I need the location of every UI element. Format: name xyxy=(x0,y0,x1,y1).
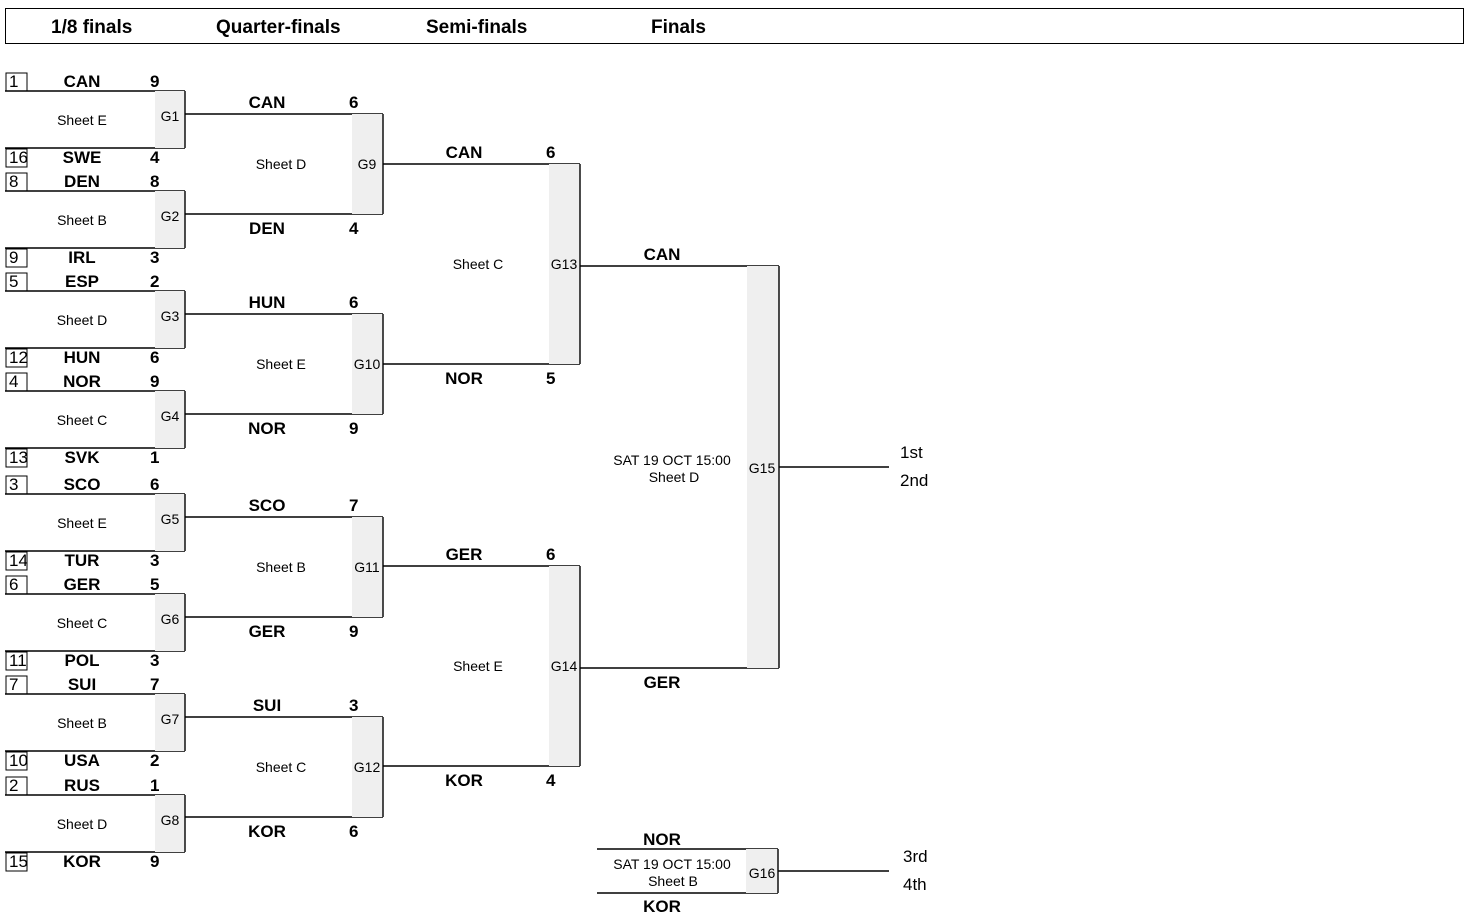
qf-sheet-G12: Sheet C xyxy=(255,759,307,775)
sheet-G2: Sheet B xyxy=(57,212,107,228)
seed-bottom-G2: 9 xyxy=(9,248,19,267)
sf-sheet-G13: Sheet C xyxy=(452,256,504,272)
qf-team-top-G10: HUN xyxy=(248,293,286,312)
sf-team-top-G13: CAN xyxy=(445,143,483,162)
seed-bottom-G7: 10 xyxy=(9,751,28,770)
score-top-G3: 2 xyxy=(150,272,160,291)
sf-score-top-G14: 6 xyxy=(546,545,556,564)
score-top-G5: 6 xyxy=(150,475,160,494)
seed-top-G7: 7 xyxy=(9,675,19,694)
team-bottom-G6: POL xyxy=(64,651,100,670)
sf-team-bottom-G14: KOR xyxy=(445,771,483,790)
seed-top-G2: 8 xyxy=(9,172,19,191)
seed-top-G4: 4 xyxy=(9,372,19,391)
qf-team-top-G11: SCO xyxy=(248,496,286,515)
qf-score-top-G10: 6 xyxy=(349,293,359,312)
game-id-G5: G5 xyxy=(160,511,180,527)
score-top-G6: 5 xyxy=(150,575,160,594)
sheet-G8: Sheet D xyxy=(56,816,108,832)
team-bottom-G1: SWE xyxy=(62,148,102,167)
seed-top-G8: 2 xyxy=(9,776,19,795)
qf-sheet-G10: Sheet E xyxy=(256,356,306,372)
qf-game-id-G9: G9 xyxy=(357,156,377,172)
qf-team-bottom-G11: GER xyxy=(248,622,286,641)
team-bottom-G7: USA xyxy=(64,751,100,770)
sheet-G3: Sheet D xyxy=(56,312,108,328)
sf-sheet-G14: Sheet E xyxy=(453,658,503,674)
team-top-G1: CAN xyxy=(63,72,101,91)
seed-bottom-G6: 11 xyxy=(9,651,27,670)
score-top-G8: 1 xyxy=(150,776,160,795)
qf-score-bottom-G9: 4 xyxy=(349,219,359,238)
sf-team-bottom-G13: NOR xyxy=(445,369,483,388)
bronze-sheet: Sheet B xyxy=(648,873,698,889)
bronze-team-bottom: KOR xyxy=(643,897,681,915)
seed-top-G5: 3 xyxy=(9,475,19,494)
score-top-G1: 9 xyxy=(150,72,160,91)
final-schedule: SAT 19 OCT 15:00 xyxy=(613,452,731,468)
seed-top-G1: 1 xyxy=(9,72,19,91)
round-title-r16: 1/8 finals xyxy=(51,17,133,38)
final-sheet: Sheet D xyxy=(648,469,700,485)
seed-top-G6: 6 xyxy=(9,575,19,594)
qf-game-id-G10: G10 xyxy=(353,356,381,372)
score-top-G7: 7 xyxy=(150,675,160,694)
team-bottom-G4: SVK xyxy=(64,448,100,467)
sf-score-bottom-G13: 5 xyxy=(546,369,556,388)
sf-score-bottom-G14: 4 xyxy=(546,771,556,790)
team-top-G6: GER xyxy=(63,575,101,594)
qf-sheet-G11: Sheet B xyxy=(256,559,306,575)
qf-score-bottom-G10: 9 xyxy=(349,419,359,438)
seed-bottom-G8: 15 xyxy=(9,852,28,871)
team-bottom-G5: TUR xyxy=(64,551,100,570)
team-top-G7: SUI xyxy=(67,675,97,694)
bronze-schedule: SAT 19 OCT 15:00 xyxy=(613,856,731,872)
team-top-G2: DEN xyxy=(64,172,100,191)
score-bottom-G2: 3 xyxy=(150,248,160,267)
qf-score-top-G11: 7 xyxy=(349,496,359,515)
sf-team-top-G14: GER xyxy=(445,545,483,564)
team-top-G5: SCO xyxy=(63,475,101,494)
qf-team-bottom-G12: KOR xyxy=(248,822,286,841)
seed-bottom-G1: 16 xyxy=(9,148,28,167)
qf-score-bottom-G12: 6 xyxy=(349,822,359,841)
game-id-G3: G3 xyxy=(160,308,180,324)
qf-team-bottom-G9: DEN xyxy=(249,219,285,238)
score-bottom-G8: 9 xyxy=(150,852,160,871)
game-id-G6: G6 xyxy=(160,611,180,627)
sheet-G6: Sheet C xyxy=(56,615,108,631)
qf-team-top-G9: CAN xyxy=(248,93,286,112)
final-team-bottom: GER xyxy=(643,673,681,692)
sheet-G5: Sheet E xyxy=(57,515,107,531)
place-third: 3rd xyxy=(903,847,928,866)
qf-sheet-G9: Sheet D xyxy=(255,156,307,172)
round-title-semifinals: Semi-finals xyxy=(426,17,528,38)
score-bottom-G5: 3 xyxy=(150,551,160,570)
sf-game-id-G13: G13 xyxy=(550,256,578,272)
team-top-G3: ESP xyxy=(64,272,100,291)
game-id-G7: G7 xyxy=(160,711,180,727)
round-title-finals: Finals xyxy=(651,17,706,38)
game-id-G4: G4 xyxy=(160,408,180,424)
qf-game-id-G12: G12 xyxy=(353,759,381,775)
sheet-G1: Sheet E xyxy=(57,112,107,128)
place-fourth: 4th xyxy=(903,875,927,894)
score-bottom-G3: 6 xyxy=(150,348,160,367)
qf-team-top-G12: SUI xyxy=(252,696,282,715)
final-team-top: CAN xyxy=(643,245,681,264)
score-top-G2: 8 xyxy=(150,172,160,191)
sf-score-top-G13: 6 xyxy=(546,143,556,162)
bronze-game-id: G16 xyxy=(748,865,776,881)
seed-top-G3: 5 xyxy=(9,272,19,291)
seed-bottom-G4: 13 xyxy=(9,448,28,467)
qf-game-id-G11: G11 xyxy=(354,559,380,575)
team-bottom-G2: IRL xyxy=(68,248,96,267)
place-second: 2nd xyxy=(900,471,929,490)
round-title-quarterfinals: Quarter-finals xyxy=(216,17,341,38)
sheet-G4: Sheet C xyxy=(56,412,108,428)
score-bottom-G1: 4 xyxy=(150,148,160,167)
sf-game-id-G14: G14 xyxy=(550,658,578,674)
game-id-G2: G2 xyxy=(160,208,180,224)
score-bottom-G7: 2 xyxy=(150,751,160,770)
qf-score-bottom-G11: 9 xyxy=(349,622,359,641)
bronze-team-top: NOR xyxy=(643,830,681,849)
seed-bottom-G5: 14 xyxy=(9,551,28,570)
team-bottom-G8: KOR xyxy=(63,852,101,871)
score-bottom-G6: 3 xyxy=(150,651,160,670)
sheet-G7: Sheet B xyxy=(57,715,107,731)
qf-score-top-G9: 6 xyxy=(349,93,359,112)
game-id-G8: G8 xyxy=(160,812,180,828)
qf-team-bottom-G10: NOR xyxy=(248,419,286,438)
score-bottom-G4: 1 xyxy=(150,448,160,467)
team-bottom-G3: HUN xyxy=(63,348,101,367)
final-game-id: G15 xyxy=(748,460,776,476)
seed-bottom-G3: 12 xyxy=(9,348,28,367)
qf-score-top-G12: 3 xyxy=(349,696,359,715)
place-first: 1st xyxy=(900,443,923,462)
game-id-G1: G1 xyxy=(160,108,180,124)
score-top-G4: 9 xyxy=(150,372,160,391)
team-top-G8: RUS xyxy=(64,776,100,795)
team-top-G4: NOR xyxy=(63,372,101,391)
